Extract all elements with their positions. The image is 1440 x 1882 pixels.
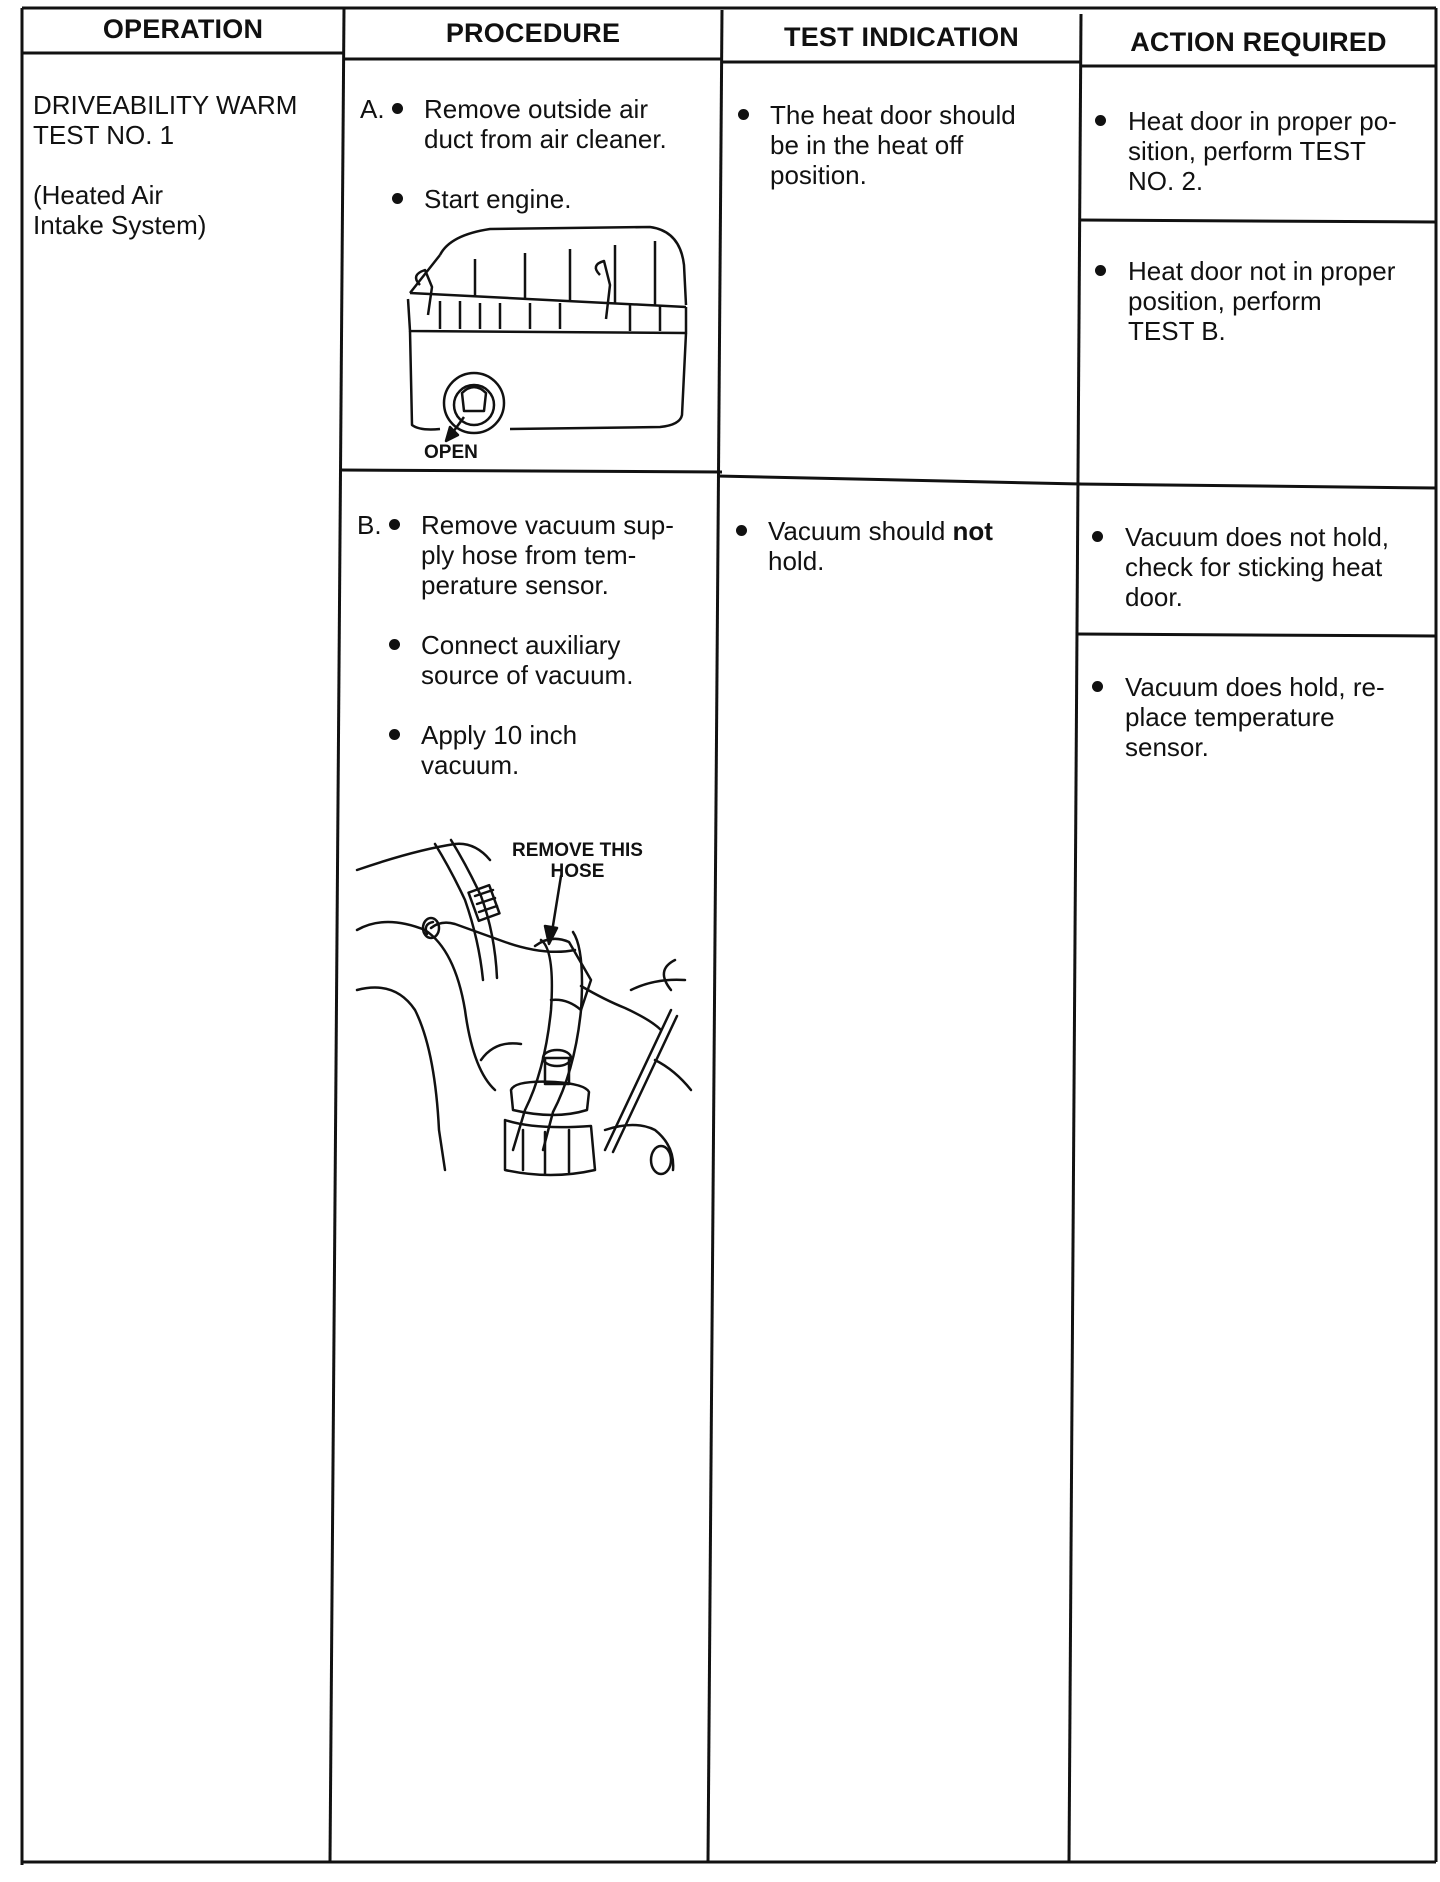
step-a-indication-line: position. — [770, 160, 867, 190]
step-b-bullet-2-line: source of vacuum. — [421, 660, 634, 690]
step-b-action-1-line: Vacuum does not hold, — [1125, 522, 1390, 552]
operation-subtitle — [33, 180, 206, 240]
step-a-action-1-line: Heat door in proper po- — [1128, 106, 1397, 136]
step-b-bullet-1-line: Remove vacuum sup- — [421, 510, 674, 540]
bullet-icon — [392, 103, 403, 114]
step-a-action-1 — [1095, 106, 1397, 196]
step-b-action-1 — [1092, 522, 1389, 612]
step-a-action-2 — [1095, 256, 1395, 346]
step-a-bullet-1-line: Remove outside air — [424, 94, 648, 124]
step-b-bullet-2 — [389, 630, 633, 690]
vacuum-hose-illustration — [355, 830, 695, 1180]
step-b-action-1-line: check for sticking heat — [1125, 552, 1383, 582]
step-b-indication-line2: hold. — [768, 546, 825, 576]
step-a-bullet-1-line: duct from air cleaner. — [424, 124, 667, 154]
step-a-action-2-line: TEST B. — [1128, 316, 1226, 346]
step-a-indication-line: be in the heat off — [770, 130, 964, 160]
step-a-letter: A. — [360, 94, 385, 124]
step-a-indication — [738, 100, 1016, 190]
header-test-indication: TEST INDICATION — [784, 22, 1019, 52]
remove-hose-label-line: HOSE — [550, 861, 605, 882]
header-operation: OPERATION — [102, 14, 264, 44]
step-b-action-2-line: sensor. — [1125, 732, 1209, 762]
operation-subtitle-line: Intake System) — [33, 210, 207, 240]
open-label: OPEN — [424, 442, 478, 463]
indication-emphasis: not — [952, 516, 993, 546]
step-b-bullet-3-line: Apply 10 inch — [421, 720, 578, 750]
step-a-bullet-2-text: Start engine. — [424, 184, 572, 214]
step-b-action-2-line: place temperature — [1125, 702, 1335, 732]
step-b-bullet-1-line: ply hose from tem- — [421, 540, 637, 570]
bullet-icon — [389, 639, 400, 650]
step-a-indication-line: The heat door should — [770, 100, 1016, 130]
air-cleaner-illustration — [380, 215, 690, 455]
step-a-action-2-line: Heat door not in proper — [1128, 256, 1396, 286]
step-b-bullet-1 — [389, 510, 674, 600]
bullet-icon — [1092, 531, 1103, 542]
step-b-bullet-1-line: perature sensor. — [421, 570, 609, 600]
operation-title-line: DRIVEABILITY WARM — [33, 90, 298, 120]
bullet-icon — [1092, 681, 1103, 692]
step-a-bullet-1 — [392, 94, 667, 154]
step-b-action-2-line: Vacuum does hold, re- — [1125, 672, 1385, 702]
step-b-letter: B. — [357, 510, 382, 540]
bullet-icon — [1095, 265, 1106, 276]
bullet-icon — [392, 193, 403, 204]
step-a-action-1-line: NO. 2. — [1128, 166, 1204, 196]
header-procedure: PROCEDURE — [445, 18, 621, 48]
bullet-icon — [389, 729, 400, 740]
step-a-action-1-line: sition, perform TEST — [1128, 136, 1366, 166]
step-b-indication-line1 — [768, 516, 993, 546]
bullet-icon — [738, 109, 749, 120]
step-a-bullet-2 — [392, 184, 571, 214]
step-b-action-1-line: door. — [1125, 582, 1183, 612]
step-b-bullet-3-line: vacuum. — [421, 750, 520, 780]
operation-subtitle-line: (Heated Air — [33, 180, 164, 210]
operation-title — [33, 90, 297, 150]
bullet-icon — [389, 519, 400, 530]
step-b-indication — [736, 516, 993, 576]
operation-title-line: TEST NO. 1 — [33, 120, 175, 150]
step-b-action-2 — [1092, 672, 1385, 762]
step-b-bullet-3 — [389, 720, 577, 780]
bullet-icon — [736, 525, 747, 536]
remove-hose-label-line: REMOVE THIS — [512, 840, 643, 861]
bullet-icon — [1095, 115, 1106, 126]
step-b-bullet-2-line: Connect auxiliary — [421, 630, 621, 660]
step-a-action-2-line: position, perform — [1128, 286, 1322, 316]
indication-prefix: Vacuum should — [768, 516, 953, 546]
header-action-required: ACTION REQUIRED — [1130, 27, 1387, 57]
